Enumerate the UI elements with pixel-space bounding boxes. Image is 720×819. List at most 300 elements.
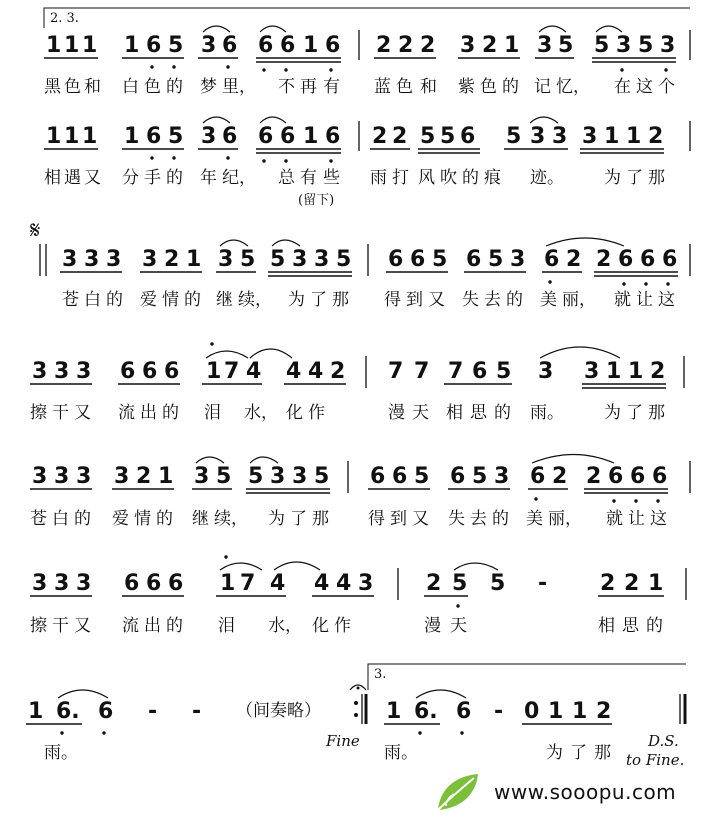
lyric: 为 (604, 403, 621, 423)
note: 6 (652, 464, 668, 489)
lyric: 了 (626, 403, 643, 423)
note: 3 (660, 33, 676, 58)
note: 6 (258, 33, 274, 58)
site-watermark (432, 770, 720, 816)
note: 3 (201, 124, 217, 149)
underlines (44, 149, 664, 153)
note: 6 (456, 699, 472, 724)
lyric: 得 (384, 290, 401, 310)
note: 6. (414, 699, 438, 724)
note: 3 (358, 571, 374, 596)
staff-row-7 (26, 664, 686, 769)
note: 6 (146, 124, 162, 149)
lyric: 记 (534, 77, 551, 97)
note: 6 (388, 247, 404, 272)
note: 5 (240, 247, 256, 272)
lyric: 就 (614, 290, 631, 310)
note: 2 (330, 359, 346, 384)
lyric: 雨。 (384, 743, 418, 763)
note: 3 (194, 464, 210, 489)
note: 3 (218, 247, 234, 272)
lyric: 那 (648, 403, 665, 423)
slurs (206, 347, 620, 358)
note: 5 (168, 33, 184, 58)
note: 2 (136, 464, 152, 489)
octave-dots (60, 731, 463, 734)
note: 6. (56, 699, 80, 724)
lyric: 打 (392, 168, 409, 188)
volta-label: 3. (374, 667, 387, 682)
note: 6 (530, 464, 546, 489)
lyric: 的 (646, 616, 663, 636)
lyric: 的 (166, 616, 183, 636)
lyric: 个 (658, 77, 675, 97)
note: 3 (510, 247, 526, 272)
note: 2 (586, 464, 602, 489)
note: 6 (472, 359, 488, 384)
lyric: 痕 (484, 168, 501, 188)
lyric: 为 (288, 290, 305, 310)
note: 1 (572, 699, 588, 724)
lyric: 的 (494, 403, 511, 423)
note: 1 (628, 359, 644, 384)
note: 1 (46, 124, 62, 149)
lyric: 遇 (64, 168, 81, 188)
volta-label: 2. 3. (50, 11, 79, 26)
lyric: 为 (268, 509, 285, 529)
lyric: 到 (406, 290, 423, 310)
lyric: 的 (506, 290, 523, 310)
underlines (60, 272, 678, 276)
note: 6 (466, 247, 482, 272)
note: 1 (64, 124, 80, 149)
note: 7 (414, 359, 430, 384)
note: 3 (114, 464, 130, 489)
octave-dots (150, 156, 332, 162)
lyric: 作 (334, 616, 351, 636)
lyric: 和 (84, 77, 101, 97)
lyric-row (62, 290, 675, 310)
lyric: 白 (122, 77, 139, 97)
lyric: 了 (626, 168, 643, 188)
note: 1 (626, 124, 642, 149)
note-row (32, 359, 665, 384)
note: 2 (596, 247, 612, 272)
note: 0 (524, 699, 540, 724)
lyric: 里， (222, 77, 256, 97)
note: - (538, 571, 548, 596)
note: 4 (246, 359, 262, 384)
note: 2 (650, 359, 666, 384)
note: 5 (270, 247, 286, 272)
lyric: 那 (312, 509, 329, 529)
lyric-row (44, 76, 675, 97)
slurs (220, 238, 624, 246)
slurs (220, 562, 498, 570)
lyric: 蓝 (374, 77, 391, 97)
note: 6 (142, 359, 158, 384)
lyric: 紫 (458, 77, 475, 97)
lyric: 去 (470, 509, 487, 529)
note: 3 (54, 571, 70, 596)
lyric: 继 (216, 290, 233, 310)
note: 5 (472, 464, 488, 489)
lyric: 的 (502, 77, 519, 97)
underlines (30, 384, 666, 388)
lyric: 又 (74, 616, 91, 636)
note-row (46, 124, 663, 149)
note: 6 (325, 124, 341, 149)
barlines (40, 244, 690, 276)
ds-to-fine: to Fine. (626, 751, 685, 769)
lyric: 白 (52, 509, 69, 529)
lyric: 雨。 (44, 743, 78, 763)
note: 6 (544, 247, 560, 272)
note: 3 (142, 247, 158, 272)
lyric: 的 (492, 509, 509, 529)
lyric: 失 (448, 509, 465, 529)
lyric: 化 (312, 616, 329, 636)
lyric: 干 (52, 616, 69, 636)
lyric-row (30, 616, 663, 636)
slurs (196, 455, 614, 464)
note: 1 (303, 33, 319, 58)
note: 5 (594, 33, 610, 58)
lyric: 的 (166, 168, 183, 188)
note: 7 (448, 359, 464, 384)
lyric: 丽， (548, 509, 582, 529)
lyric: 到 (390, 509, 407, 529)
lyric: 忆， (556, 77, 590, 97)
lyric: 的 (74, 509, 91, 529)
note: 3 (530, 124, 546, 149)
lyric: 黑 (44, 77, 61, 97)
note: 4 (270, 571, 286, 596)
note: 4 (308, 359, 324, 384)
note: 3 (84, 247, 100, 272)
lyric: 让 (628, 509, 645, 529)
lyric: 了 (290, 509, 307, 529)
volta-bracket-3 (368, 664, 686, 690)
lyric-row (44, 167, 665, 188)
note: 6 (168, 571, 184, 596)
note: 1 (504, 33, 520, 58)
note: 3 (32, 571, 48, 596)
lyric: 化 (286, 403, 303, 423)
staff-row-5 (30, 455, 690, 530)
lyric: 纪， (222, 168, 256, 188)
note: 1 (82, 124, 98, 149)
lyric: 去 (484, 290, 501, 310)
note-row (62, 247, 677, 272)
note: 6 (258, 124, 274, 149)
underlines (30, 489, 668, 493)
lyric: 擦 (30, 616, 47, 636)
lyric: 色 (480, 77, 497, 97)
note: 5 (496, 359, 512, 384)
lyric: 这 (658, 290, 675, 310)
note: 3 (201, 33, 217, 58)
lyric: 继 (192, 509, 209, 529)
lyric: 又 (74, 403, 91, 423)
note: 2 (398, 33, 414, 58)
lyric: 些 (323, 168, 340, 188)
note: 3 (54, 359, 70, 384)
note: 5 (440, 124, 456, 149)
note: 5 (314, 464, 330, 489)
note: 6 (120, 359, 136, 384)
note: 5 (336, 247, 352, 272)
note: 6 (608, 464, 624, 489)
lyric: 流 (118, 403, 135, 423)
lyric: 手 (144, 168, 161, 188)
note: 5 (414, 464, 430, 489)
note: 7 (224, 359, 240, 384)
lyric: 水， (268, 616, 302, 636)
lyric: 出 (140, 403, 157, 423)
note-row (46, 33, 675, 58)
staff-row-2 (44, 117, 690, 208)
staff-row-1 (44, 26, 690, 97)
lyric: 美 (526, 509, 543, 529)
lyric: 失 (462, 290, 479, 310)
note: 6 (640, 247, 656, 272)
note: 6 (370, 464, 386, 489)
staff-row-4 (30, 342, 684, 423)
lyric: 思 (622, 616, 639, 636)
lyric: 又 (412, 509, 429, 529)
lyric: 总 (278, 168, 295, 188)
staff-row-3 (30, 216, 690, 310)
segno-sign: 𝄋 (30, 216, 41, 244)
note: 1 (206, 359, 222, 384)
note: 2 (376, 33, 392, 58)
note: 1 (64, 33, 80, 58)
note: 5 (558, 33, 574, 58)
lyric: 年 (200, 168, 217, 188)
ds-marking: D.S. (648, 732, 679, 750)
octave-dots (534, 497, 659, 502)
lyric: 色 (396, 77, 413, 97)
note: 1 (548, 699, 564, 724)
note: 3 (494, 464, 510, 489)
note: 6 (98, 699, 114, 724)
lyric: 流 (122, 616, 139, 636)
lyric: 泪 (204, 403, 221, 423)
note: 6 (222, 33, 238, 58)
lyric: 有 (300, 168, 317, 188)
lyric: 的 (156, 509, 173, 529)
note: 7 (388, 359, 404, 384)
site-url: www.sooopu.com (494, 780, 677, 804)
note: 1 (186, 247, 202, 272)
note: 3 (314, 247, 330, 272)
lyric: 相 (44, 168, 61, 188)
note: 3 (76, 359, 92, 384)
lyric: 那 (594, 743, 611, 763)
note: 5 (420, 124, 436, 149)
note: 3 (537, 33, 553, 58)
note: - (494, 699, 504, 724)
note: 1 (124, 33, 140, 58)
note: 5 (452, 571, 468, 596)
octave-dots (548, 280, 669, 285)
lyric: 在 (614, 77, 631, 97)
note: 7 (240, 571, 256, 596)
lyric: 的 (184, 290, 201, 310)
note: 4 (286, 359, 302, 384)
note-row (32, 464, 667, 489)
underlines (44, 58, 676, 62)
note: 1 (648, 571, 664, 596)
note: 2 (482, 33, 498, 58)
lyric: 续， (238, 290, 272, 310)
slurs (203, 26, 622, 32)
octave-dots (210, 342, 213, 345)
lyric: 有 (323, 77, 340, 97)
leaf-icon (432, 770, 484, 816)
note: 1 (124, 124, 140, 149)
lyric: 的 (462, 168, 479, 188)
note: 1 (303, 124, 319, 149)
note: 3 (76, 464, 92, 489)
lyric: 不 (278, 77, 295, 97)
note: 3 (616, 33, 632, 58)
note: 5 (506, 124, 522, 149)
note: 3 (32, 359, 48, 384)
note: 5 (248, 464, 264, 489)
note: 3 (292, 247, 308, 272)
note: 2 (552, 464, 568, 489)
lyric: 的 (162, 403, 179, 423)
lyric: 苍 (62, 290, 79, 310)
lyric: 了 (310, 290, 327, 310)
note: 2 (164, 247, 180, 272)
lyric: 情 (162, 290, 179, 310)
lyric-row (30, 403, 665, 423)
lyric: 吹 (440, 168, 457, 188)
slurs (58, 690, 466, 698)
volta-bracket-2-3 (44, 8, 690, 28)
lyric: 再 (300, 77, 317, 97)
note: 3 (292, 464, 308, 489)
lyric: 漫 (424, 616, 441, 636)
note: - (192, 699, 202, 724)
lyric: 色 (64, 77, 81, 97)
lyric: 雨。 (530, 403, 564, 423)
note: 3 (552, 124, 568, 149)
note: 6 (280, 33, 296, 58)
lyric: 干 (52, 403, 69, 423)
final-barline (680, 694, 685, 724)
note: 1 (46, 33, 62, 58)
lyric: 又 (84, 168, 101, 188)
lyric: 那 (648, 168, 665, 188)
lyric: 泪 (218, 616, 235, 636)
lyric-row (30, 509, 667, 529)
note: 2 (426, 571, 442, 596)
lyric: 又 (428, 290, 445, 310)
lyric: 水， (244, 403, 278, 423)
note: 3 (32, 464, 48, 489)
note: - (148, 699, 158, 724)
lyric: 那 (332, 290, 349, 310)
note: 4 (336, 571, 352, 596)
note: 2 (566, 247, 582, 272)
note: 2 (624, 571, 640, 596)
note: 3 (584, 359, 600, 384)
note: 2 (420, 33, 436, 58)
lyric: 雨 (370, 168, 387, 188)
lyric: 色 (144, 77, 161, 97)
note: 1 (158, 464, 174, 489)
note: 1 (28, 699, 44, 724)
lyric: 漫 (388, 403, 405, 423)
lyric: 这 (636, 77, 653, 97)
octave-dots (150, 65, 667, 71)
note: 5 (432, 247, 448, 272)
lyric: 擦 (30, 403, 47, 423)
note: 3 (106, 247, 122, 272)
note: 5 (488, 247, 504, 272)
note: 1 (606, 359, 622, 384)
note: 5 (168, 124, 184, 149)
note: 1 (604, 124, 620, 149)
note: 6 (280, 124, 296, 149)
lyric: 梦 (200, 77, 217, 97)
lyric: 让 (636, 290, 653, 310)
lyric: 为 (604, 168, 621, 188)
note: 3 (62, 247, 78, 272)
note: 3 (76, 571, 92, 596)
lyric: 爱 (140, 290, 157, 310)
note: 2 (600, 571, 616, 596)
lyric: 情 (134, 509, 151, 529)
note: 2 (648, 124, 664, 149)
lyric: 相 (446, 403, 463, 423)
fine-marking: Fine (326, 732, 360, 750)
note: 3 (538, 359, 554, 384)
staff-row-6 (30, 555, 686, 636)
note: 6 (146, 571, 162, 596)
lyric: 了 (570, 743, 587, 763)
note: 6 (460, 124, 476, 149)
note-row (32, 571, 663, 596)
lyric: 风 (418, 168, 435, 188)
note: 4 (314, 571, 330, 596)
interlude-label: （间奏略） (236, 701, 321, 721)
lyric: 的 (166, 77, 183, 97)
note: 6 (164, 359, 180, 384)
lyric: 得 (368, 509, 385, 529)
lyric: 天 (450, 616, 467, 636)
note: 6 (618, 247, 634, 272)
note: 6 (630, 464, 646, 489)
lyric: 白 (84, 290, 101, 310)
note: 2 (596, 699, 612, 724)
lyric: 思 (470, 403, 487, 423)
lyric: 相 (598, 616, 615, 636)
note: 1 (220, 571, 236, 596)
lyric: 续， (214, 509, 248, 529)
slurs (203, 117, 558, 123)
lyric: 这 (650, 509, 667, 529)
note: 6 (146, 33, 162, 58)
note: 3 (460, 33, 476, 58)
note: 5 (638, 33, 654, 58)
lyric: 作 (308, 403, 325, 423)
note: 3 (54, 464, 70, 489)
